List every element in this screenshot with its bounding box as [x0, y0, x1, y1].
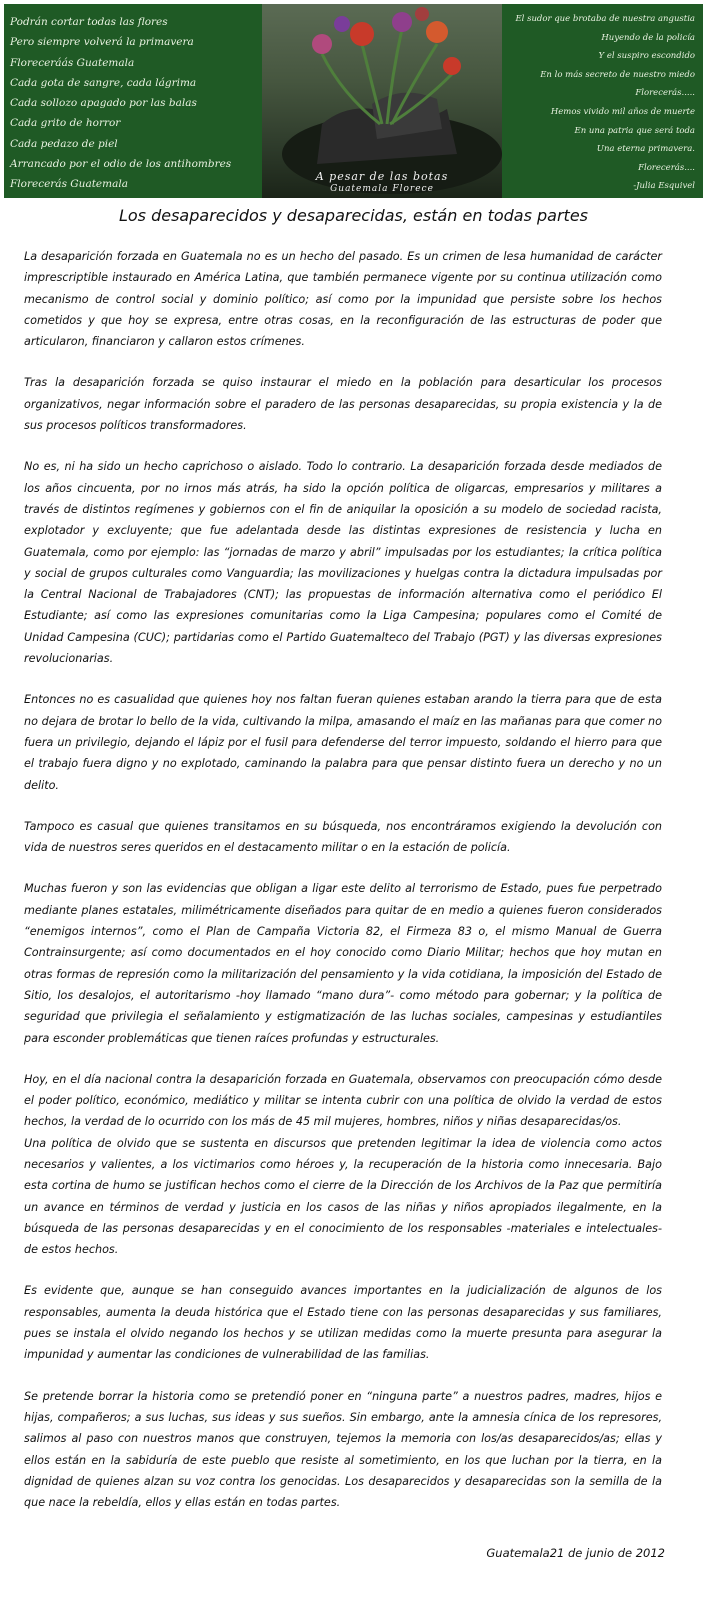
- poem-line: Y el suspiro escondido: [598, 51, 695, 62]
- signature-date: Guatemala21 de junio de 2012: [486, 1546, 665, 1560]
- paragraph: Una política de olvido que se sustenta en discursos que pretenden legitimar la idea de violencia como actos necesarios y valientes, a los victimarios como héroes y, la recuperación de la historia como innecesaria. Bajo esta cortina de humo se justifican hechos como el cierre de la Dirección de los Archivos de la Paz que permitiría un avance en términos de verdad y justicia en los casos de las niñas y niños apropiados ilegalmente, en la búsqueda de las personas desaparecidas y en el conocimiento de los responsables -materiales e intelectuales- de estos hechos.: [24, 1136, 662, 1257]
- paragraph: La desaparición forzada en Guatemala no es un hecho del pasado. Es un crimen de lesa humanidad de carácter imprescriptible instaurado en América Latina, que también permanece vigente por su continua utilización como mecanismo de control social y dominio político; así como por la impunidad que persiste sobre los hechos cometidos y que hoy se expresa, entre otras cosas, en la reconfiguración de las estructuras de poder que articularon, financiaron y callaron estos crímenes.: [24, 250, 662, 349]
- poem-line: Hemos vivido mil años de muerte: [550, 106, 695, 117]
- photo-caption-sub: Guatemala Florece: [330, 184, 434, 194]
- poem-line: Floreceráás Guatemala: [10, 56, 135, 69]
- photo-caption: A pesar de las botas: [315, 170, 449, 183]
- paragraph: No es, ni ha sido un hecho caprichoso o aislado. Todo lo contrario. La desaparición forzada desde mediados de los años cincuenta, por no irnos más atrás, ha sido la opción política de oligarcas, empresarios y militares a través de distintos regímenes y gobiernos con el fin de aniquilar la oposición a su modelo de sociedad racista, explotador y excluyente; que fue adelantada desde las distintas expresiones de resistencia y lucha en Guatemala, como por ejemplo: las “jornadas de marzo y abril” impulsadas por los estudiantes; la crítica política y social de grupos culturales como Vanguardia; las movilizaciones y huelgas contra la dictadura impulsadas por la Central Nacional de Trabajadores (CNT); las propuestas de información alternativa como el periódico El Estudiante; así como las expresiones comunitarias como la Liga Campesina; populares como el Comité de Unidad Campesina (CUC); partidarias como el Partido Guatemalteco del Trabajo (PGT) y las diversas expresiones revolucionarias.: [24, 460, 662, 666]
- header-banner: [4, 4, 703, 198]
- poem-line: El sudor que brotaba de nuestra angustia: [515, 14, 695, 24]
- poem-right: [505, 10, 695, 196]
- paragraph: Se pretende borrar la historia como se pretendió poner en “ninguna parte” a nuestros padres, madres, hijos e hijas, compañeros; a sus luchas, sus ideas y sus sueños. Sin embargo, ante la amnesia cínica de los represores, salimos al paso con nuestros manos que construyen, tejemos la memoria con los/as desaparecidos/as; ellas y ellos están en la sabiduría de este pueblo que resiste al sometimiento, en los que luchan por la tierra, en la dignidad de quienes alzan su voz contra los genocidas. Los desaparecidos y desaparecidas son la semilla de la que nace la rebeldía, ellos y ellas están en todas partes.: [24, 1389, 662, 1510]
- poem-line: Cada pedazo de piel: [10, 137, 118, 150]
- paragraph: Entonces no es casualidad que quienes hoy nos faltan fueran quienes estaban arando la tierra para que de esta no dejara de brotar lo bello de la vida, cultivando la milpa, amasando el maíz en las mañanas para que comer no fuera un privilegio, dejando el lápiz por el fusil para defenderse del terror impuesto, soldando el hierro para que el trabajo fuera digno y no explotado, caminando la palabra para que pensar distinto fuera un derecho y no un delito.: [24, 693, 662, 792]
- poem-line: Arrancado por el odio de los antihombres: [10, 158, 232, 171]
- paragraph: Tras la desaparición forzada se quiso instaurar el miedo en la población para desarticular los procesos organizativos, negar información sobre el paradero de las personas desaparecidas, su propia existencia y la de sus procesos políticos transformadores.: [24, 376, 662, 433]
- article-title: Los desaparecidos y desaparecidas, están en todas partes: [118, 206, 589, 225]
- poem-line: Pero siempre volverá la primavera: [10, 36, 194, 49]
- poem-line: En una patria que será toda: [574, 125, 695, 136]
- paragraph: Es evidente que, aunque se han conseguido avances importantes en la judicialización de algunos de los responsables, aumenta la deuda histórica que el Estado tiene con las personas desaparecidas y sus familiares, pues se instala el olvido negando los hechos y se utilizan medidas como la muerte presunta para asegurar la impunidad y aumentar las condiciones de vulnerabilidad de las familias.: [24, 1284, 662, 1362]
- poem-line: En lo más secreto de nuestro miedo: [540, 69, 695, 80]
- article-body: [24, 246, 662, 1533]
- flowers-boots-photo: [262, 4, 502, 198]
- poem-line: Cada grito de horror: [10, 117, 121, 130]
- poem-line: Huyendo de la policía: [601, 32, 695, 43]
- poem-author: -Julia Esquivel: [633, 181, 695, 192]
- poem-line: Florecerás....: [638, 162, 695, 173]
- poem-left: [10, 12, 260, 195]
- poem-line: Cada sollozo apagado por las balas: [10, 97, 197, 110]
- poem-line: Una eterna primavera.: [596, 144, 695, 155]
- poem-line: Florecerás.....: [635, 88, 695, 99]
- flowers-illustration: [262, 4, 502, 198]
- paragraph: Muchas fueron y son las evidencias que obligan a ligar este delito al terrorismo de Estado, pues fue perpetrado mediante planes estatales, milimétricamente diseñados para quitar de en medio a quienes fueron considerados “enemigos internos”, como el Plan de Campaña Victoria 82, el Firmeza 83 o, el mismo Manual de Guerra Contrainsurgente; así como documentados en el hoy conocido como Diario Militar; hechos que hoy mutan en otras formas de represión como la militarización del pensamiento y la vida cotidiana, la imposición del Estado de Sitio, los desalojos, el autoritarismo -hoy llamado “mano dura”- como método para gobernar; y la política de seguridad que privilegia el señalamiento y estigmatización de las luchas sociales, campesinas y estudiantiles para esconder problemáticas que tienen raíces profundas y estructurales.: [24, 882, 662, 1045]
- poem-line: Florecerás Guatemala: [10, 178, 128, 191]
- poem-line: Podrán cortar todas las flores: [10, 16, 168, 28]
- paragraph: Hoy, en el día nacional contra la desaparición forzada en Guatemala, observamos con preocupación cómo desde el poder político, económico, mediático y militar se intenta cubrir con una política de olvido la verdad de estos hechos, la verdad de lo ocurrido con los más de 45 mil mujeres, hombres, niños y niñas desaparecidas/os.: [24, 1072, 662, 1129]
- poem-line: Cada gota de sangre, cada lágrima: [10, 76, 197, 89]
- paragraph: Tampoco es casual que quienes transitamos en su búsqueda, nos encontráramos exigiendo la devolución con vida de nuestros seres queridos en el destacamento militar o en la estación de policía.: [24, 819, 662, 855]
